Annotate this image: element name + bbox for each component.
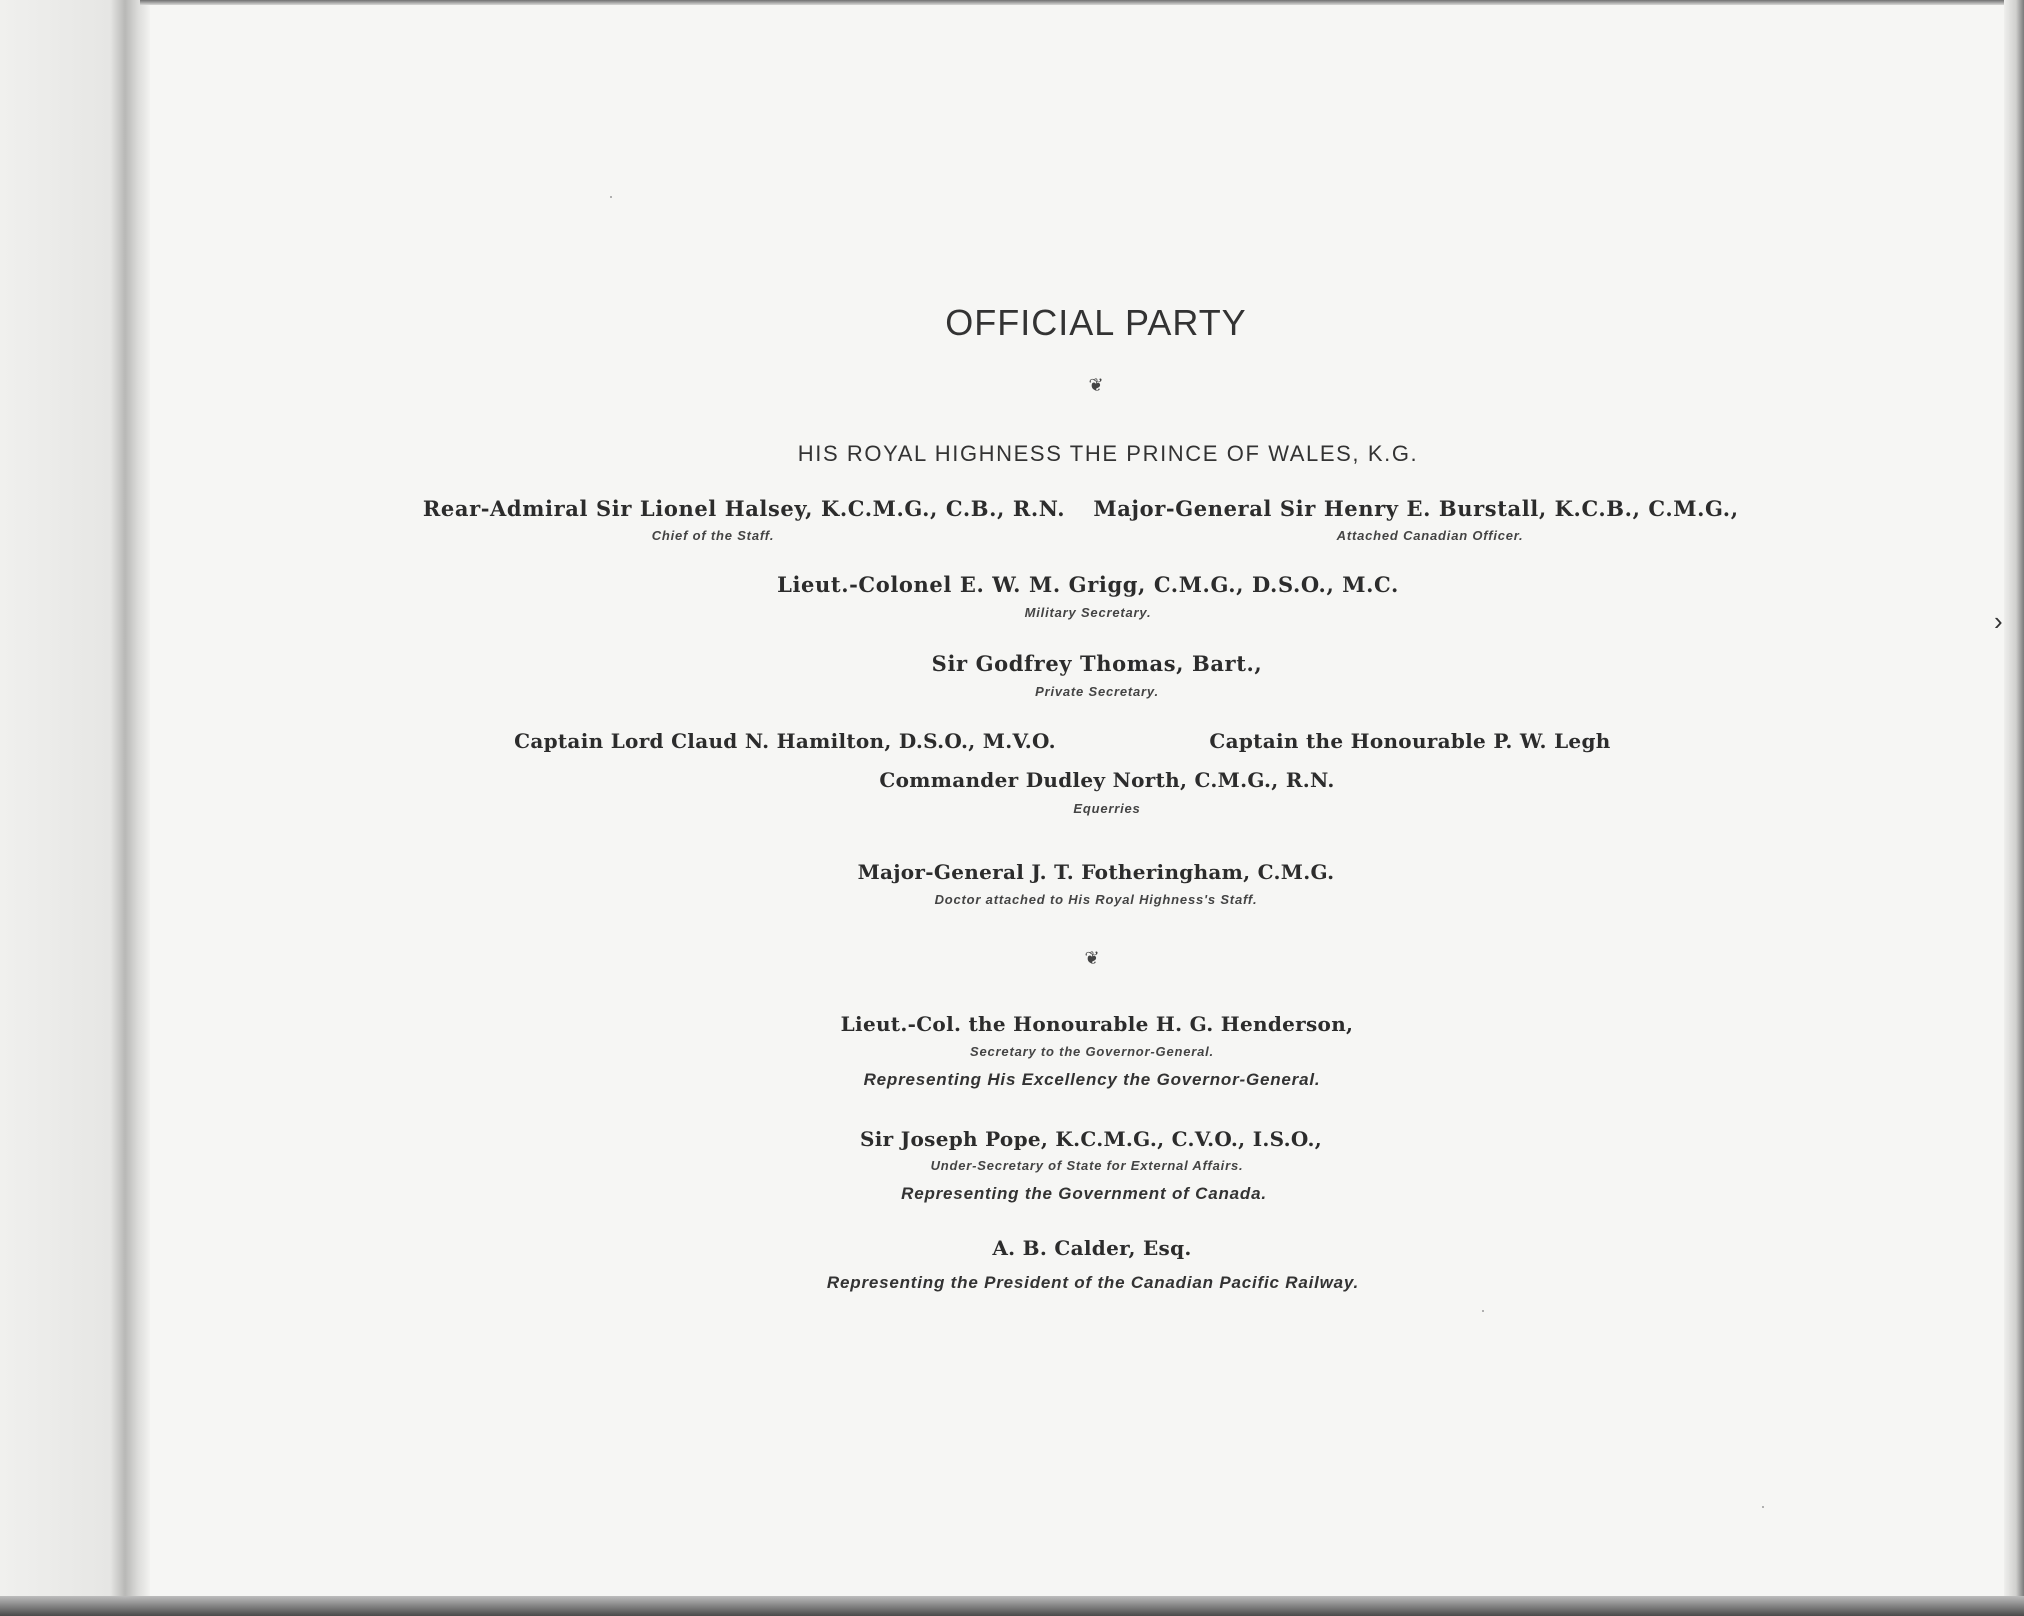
thomas-name: Sir Godfrey Thomas, Bart., xyxy=(931,651,1263,676)
burstall-title: Attached Canadian Officer. xyxy=(1336,528,1524,543)
burstall-name: Major-General Sir Henry E. Burstall, K.C.B., C.M.G., xyxy=(1093,496,1739,521)
page-title: OFFICIAL PARTY xyxy=(945,302,1247,343)
right-edge-shadow xyxy=(2004,0,2024,1616)
fotheringham-name: Major-General J. T. Fotheringham, C.M.G. xyxy=(857,860,1335,884)
henderson-name: Lieut.-Col. the Honourable H. G. Henderson, xyxy=(840,1012,1354,1036)
hamilton-name: Captain Lord Claud N. Hamilton, D.S.O., M.V.O. xyxy=(514,729,1056,753)
thomas-title: Private Secretary. xyxy=(1035,684,1159,699)
halsey-title: Chief of the Staff. xyxy=(651,528,775,543)
pope-representing: Representing the Government of Canada. xyxy=(901,1184,1267,1203)
edge-mark: › xyxy=(1994,606,2003,636)
grigg-title: Military Secretary. xyxy=(1024,605,1152,620)
legh-name: Captain the Honourable P. W. Legh xyxy=(1209,729,1611,753)
grigg-name: Lieut.-Colonel E. W. M. Grigg, C.M.G., D.S.O., M.C. xyxy=(777,572,1399,597)
ornament-icon: ❦ xyxy=(1088,375,1104,396)
principal-name: HIS ROYAL HIGHNESS THE PRINCE OF WALES, K.G. xyxy=(797,441,1419,466)
book-spine-shadow xyxy=(0,0,150,1616)
north-name: Commander Dudley North, C.M.G., R.N. xyxy=(879,768,1335,792)
pope-name: Sir Joseph Pope, K.C.M.G., C.V.O., I.S.O., xyxy=(860,1127,1322,1151)
ornament-icon: ❦ xyxy=(1084,948,1100,969)
pope-title: Under-Secretary of State for External Affairs. xyxy=(930,1158,1244,1173)
fotheringham-title: Doctor attached to His Royal Highness's Staff. xyxy=(934,892,1258,907)
bottom-edge-shadow xyxy=(0,1596,2024,1616)
top-edge-shadow xyxy=(140,0,2024,5)
paper-speck xyxy=(1762,1506,1764,1508)
equerries-title: Equerries xyxy=(1073,801,1141,816)
henderson-title: Secretary to the Governor-General. xyxy=(970,1044,1214,1059)
halsey-name: Rear-Admiral Sir Lionel Halsey, K.C.M.G., C.B., R.N. xyxy=(422,496,1066,521)
paper-speck xyxy=(610,196,612,198)
calder-representing: Representing the President of the Canadian Pacific Railway. xyxy=(826,1273,1360,1292)
paper-speck xyxy=(1482,1310,1484,1312)
henderson-representing: Representing His Excellency the Governor-General. xyxy=(863,1070,1321,1089)
calder-name: A. B. Calder, Esq. xyxy=(992,1236,1192,1260)
